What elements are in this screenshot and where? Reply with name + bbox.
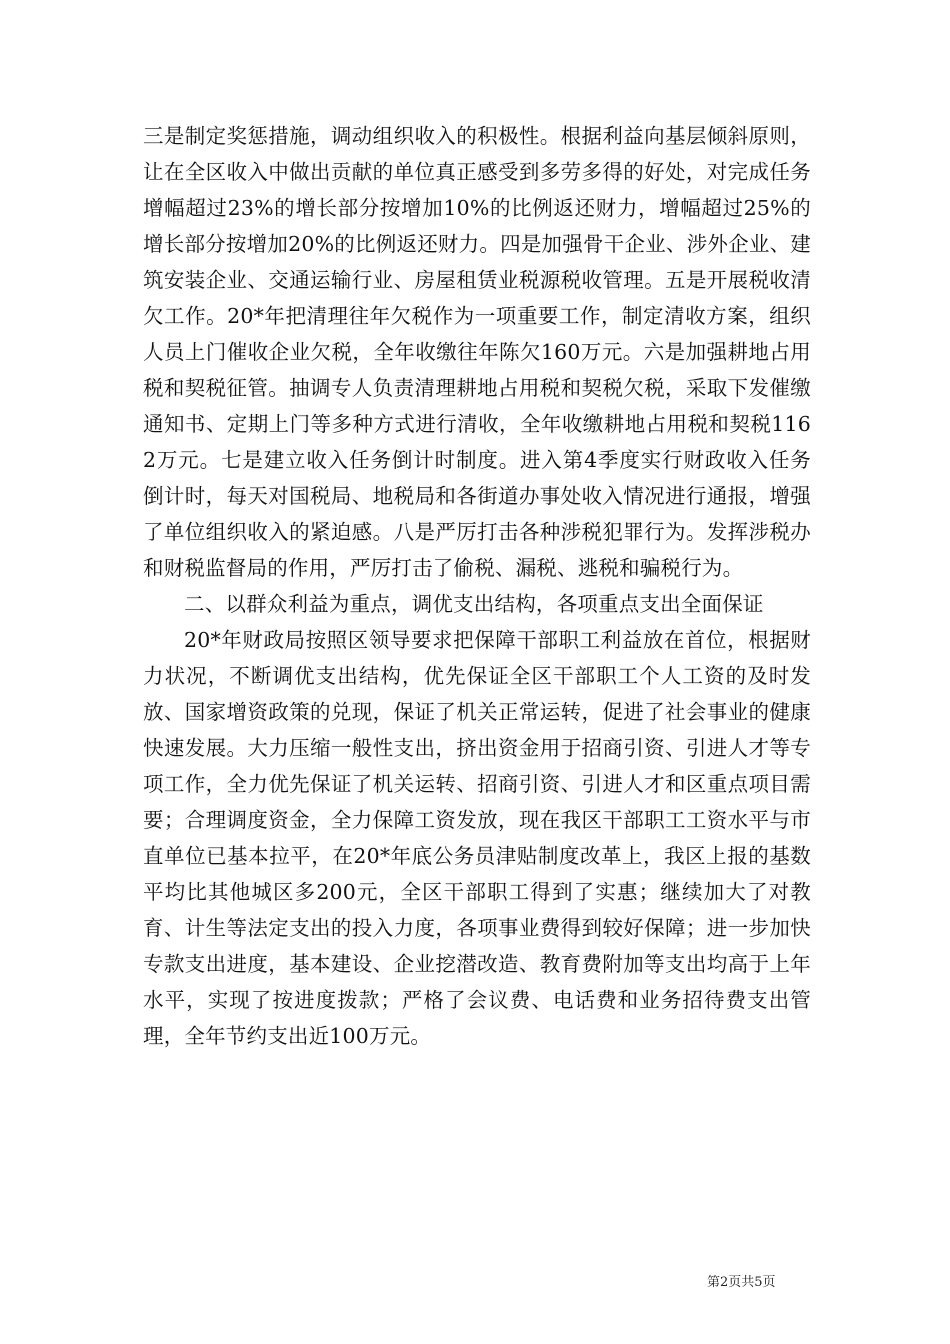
- paragraph-expenditure-details: 20*年财政局按照区领导要求把保障干部职工利益放在首位，根据财力状况，不断调优支出结构，优先保证全区干部职工个人工资的及时发放、国家增资政策的兑现，保证了机关正常运转，促进了社会事业的健康快速发展。大力压缩一般性支出，挤出资金用于招商引资、引进人才等专项工作，全力优先保证了机关运转、招商引资、引进人才和区重点项目需要；合理调度资金，全力保障工资发放，现在我区干部职工工资水平与市直单位已基本拉平，在20*年底公务员津贴制度改革上，我区上报的基数平均比其他城区多200元，全区干部职工得到了实惠；继续加大了对教育、计生等法定支出的投入力度，各项事业费得到较好保障；进一步加快专款支出进度，基本建设、企业挖潜改造、教育费附加等支出均高于上年水平，实现了按进度拨款；严格了会议费、电话费和业务招待费支出管理，全年节约支出近100万元。: [143, 628, 811, 1048]
- document-body: [143, 118, 811, 1054]
- paragraph-revenue-measures: 三是制定奖惩措施，调动组织收入的积极性。根据利益向基层倾斜原则，让在全区收入中做出贡献的单位真正感受到多劳多得的好处，对完成任务增幅超过23%的增长部分按增加10%的比例返还财力，增幅超过25%的增长部分按增加20%的比例返还财力。四是加强骨干企业、涉外企业、建筑安装企业、交通运输行业、房屋租赁业税源税收管理。五是开展税收清欠工作。20*年把清理往年欠税作为一项重要工作，制定清收方案，组织人员上门催收企业欠税，全年收缴往年陈欠160万元。六是加强耕地占用税和契税征管。抽调专人负责清理耕地占用税和契税欠税，采取下发催缴通知书、定期上门等多种方式进行清收，全年收缴耕地占用税和契税1162万元。七是建立收入任务倒计时制度。进入第4季度实行财政收入任务倒计时，每天对国税局、地税局和各街道办事处收入情况进行通报，增强了单位组织收入的紧迫感。八是严厉打击各种涉税犯罪行为。发挥涉税办和财税监督局的作用，严厉打击了偷税、漏税、逃税和骗税行为。: [143, 124, 811, 580]
- section-heading-expenditure: 二、以群众利益为重点，调优支出结构，各项重点支出全面保证: [184, 592, 764, 616]
- page-number: 第2页共5页: [707, 1275, 776, 1290]
